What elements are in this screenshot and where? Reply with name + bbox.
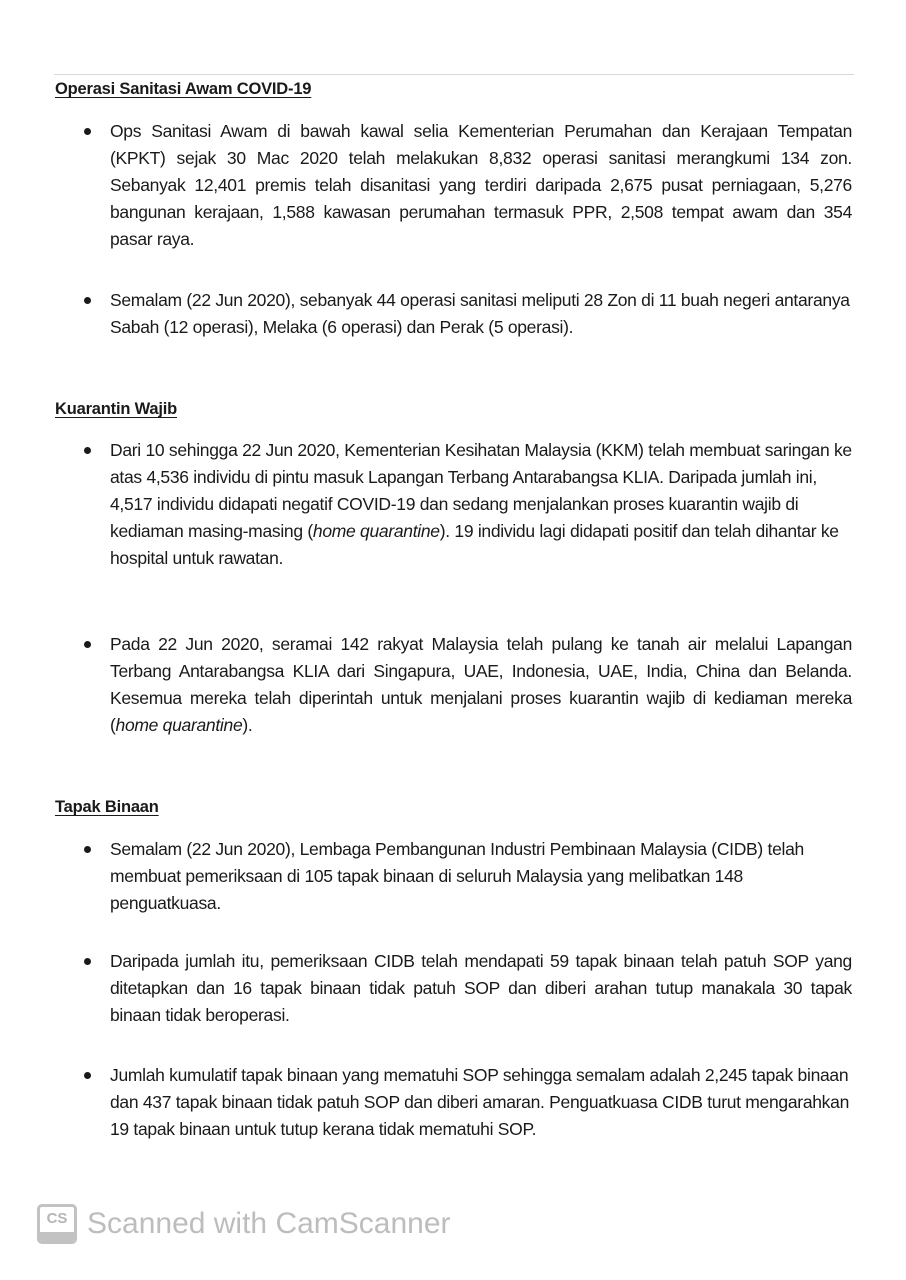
- bullet-icon: [84, 447, 91, 454]
- bullet-text-italic: home quarantine: [115, 715, 243, 735]
- bullet-tapak-cumulative: [110, 1062, 852, 1143]
- camscanner-watermark: [37, 1204, 451, 1244]
- bullet-tapak-compliance: [110, 948, 852, 1029]
- bullet-sanitasi-yesterday: [110, 287, 852, 341]
- bullet-text: Jumlah kumulatif tapak binaan yang mematuhi SOP sehingga semalam adalah 2,245 tapak binaan dan 437 tapak binaan tidak patuh SOP dan diberi amaran. Penguatkuasa CIDB turut mengarahkan 19 tapak binaan untuk tutup kerana tidak mematuhi SOP.: [110, 1065, 850, 1139]
- bullet-tapak-inspection: [110, 836, 852, 917]
- bullet-icon: [84, 1072, 91, 1079]
- bullet-kuarantin-screening: [110, 437, 852, 572]
- section-heading-tapak-binaan: Tapak Binaan: [55, 798, 159, 816]
- watermark-text: Scanned with CamScanner: [87, 1207, 451, 1240]
- bullet-kuarantin-returnees: [110, 631, 852, 739]
- bullet-text: Semalam (22 Jun 2020), Lembaga Pembangunan Industri Pembinaan Malaysia (CIDB) telah membuat pemeriksaan di 105 tapak binaan di seluruh Malaysia yang melibatkan 148 penguatkuasa.: [110, 839, 804, 913]
- camscanner-logo-icon: [37, 1204, 77, 1244]
- bullet-text: Ops Sanitasi Awam di bawah kawal selia Kementerian Perumahan dan Kerajaan Tempatan (KPKT) sejak 30 Mac 2020 telah melakukan 8,832 operasi sanitasi merangkumi 134 zon. Sebanyak 12,401 premis telah disanitasi yang terdiri daripada 2,675 pusat perniagaan, 5,276 bangunan kerajaan, 1,588 kawasan perumahan termasuk PPR, 2,508 tempat awam dan 354 pasar raya.: [110, 121, 852, 249]
- section-heading-sanitasi: Operasi Sanitasi Awam COVID-19: [55, 80, 312, 98]
- bullet-icon: [84, 846, 91, 853]
- bullet-sanitasi-summary: [110, 118, 852, 253]
- bullet-text: Daripada jumlah itu, pemeriksaan CIDB telah mendapati 59 tapak binaan telah patuh SOP yang ditetapkan dan 16 tapak binaan tidak patuh SOP dan diberi arahan tutup manakala 30 tapak binaan tidak beroperasi.: [110, 951, 852, 1025]
- logo-text: CS: [46, 1210, 68, 1227]
- bullet-icon: [84, 297, 91, 304]
- bullet-icon: [84, 958, 91, 965]
- bullet-text-italic: home quarantine: [312, 521, 440, 541]
- bullet-icon: [84, 641, 91, 648]
- bullet-icon: [84, 128, 91, 135]
- section-heading-kuarantin: Kuarantin Wajib: [55, 400, 177, 418]
- bullet-text-after: ).: [242, 715, 253, 735]
- bullet-text-before: Dari 10 sehingga 22 Jun 2020, Kementerian Kesihatan Malaysia (KKM) telah membuat saringan ke atas 4,536 individu di pintu masuk Lapangan Terbang Antarabangsa KLIA. Daripada jumlah ini, 4,517 individu didapati negatif COVID-19 dan sedang menjalankan proses kuarantin wajib di kediaman masing-masing (: [110, 440, 852, 541]
- bullet-text-after: ). 19 individu lagi didapati positif dan telah dihantar ke hospital untuk rawatan.: [110, 521, 839, 568]
- bullet-text-before: Pada 22 Jun 2020, seramai 142 rakyat Malaysia telah pulang ke tanah air melalui Lapangan Terbang Antarabangsa KLIA dari Singapura, UAE, Indonesia, UAE, India, China dan Belanda. Kesemua mereka telah diperintah untuk menjalani proses kuarantin wajib di kediaman mereka (: [110, 634, 852, 735]
- top-divider: [54, 74, 854, 75]
- bullet-text: Semalam (22 Jun 2020), sebanyak 44 operasi sanitasi meliputi 28 Zon di 11 buah negeri antaranya Sabah (12 operasi), Melaka (6 operasi) dan Perak (5 operasi).: [110, 290, 850, 337]
